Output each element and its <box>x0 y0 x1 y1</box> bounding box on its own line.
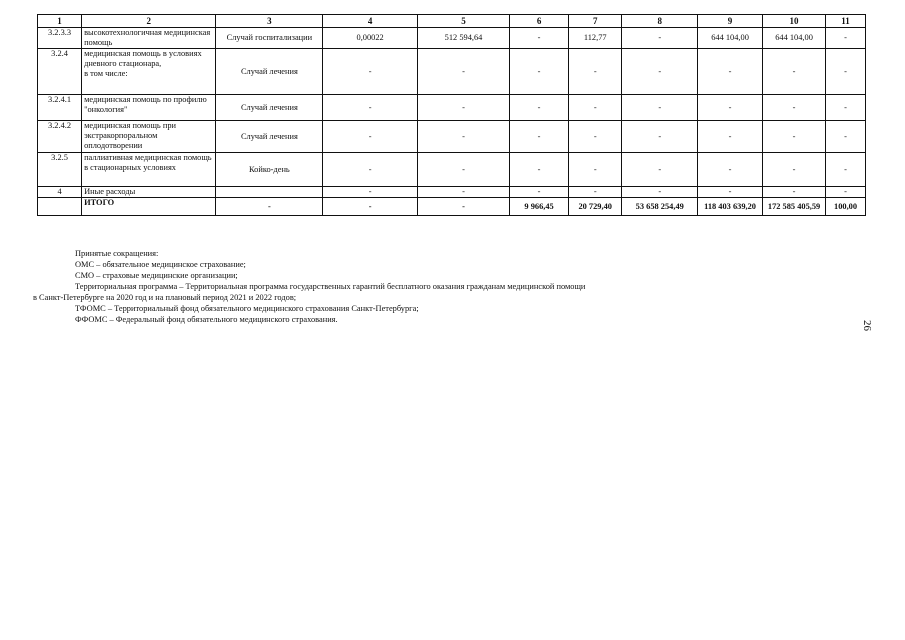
cell-c9: - <box>698 187 763 198</box>
header-row <box>38 15 866 28</box>
note-ffoms: ФФОМС – Федеральный фонд обязательного медицинского страхования. <box>75 315 338 324</box>
cell-c4: - <box>323 121 417 153</box>
cell-c7: - <box>568 121 622 153</box>
cell-c4: 0,00022 <box>323 28 417 49</box>
header-cell: 10 <box>763 15 826 28</box>
cell-c9: - <box>698 95 763 121</box>
note-smo: СМО – страховые медицинские организации; <box>75 271 238 280</box>
cell-c7: - <box>568 95 622 121</box>
notes-title: Принятые сокращения: <box>75 249 159 258</box>
cell-c10: - <box>763 187 826 198</box>
cell-c11: 100,00 <box>826 198 866 216</box>
table-row <box>38 187 866 198</box>
header-cell: 2 <box>82 15 216 28</box>
note-tfoms: ТФОМС – Территориальный фонд обязательного медицинского страхования Санкт-Петербурга; <box>75 304 419 313</box>
cell-unit <box>216 187 323 198</box>
note-territorial-program-cont: в Санкт-Петербурге на 2020 год и на плановый период 2021 и 2022 годов; <box>33 293 297 302</box>
cell-name: медицинская помощь по профилю "онкология" <box>82 95 216 121</box>
cell-c5: - <box>417 153 509 187</box>
cell-c8: - <box>622 153 698 187</box>
cell-c6: - <box>510 153 569 187</box>
cell-c9: 644 104,00 <box>698 28 763 49</box>
header-cell: 9 <box>698 15 763 28</box>
cell-c7: - <box>568 49 622 95</box>
cell-c10: - <box>763 153 826 187</box>
header-cell: 1 <box>38 15 82 28</box>
cell-c5: - <box>417 95 509 121</box>
cell-name: паллиативная медицинская помощь в стационарных условиях <box>82 153 216 187</box>
cell-c5: - <box>417 121 509 153</box>
cell-c5: - <box>417 198 509 216</box>
cell-code: 3.2.5 <box>38 153 82 187</box>
header-cell: 4 <box>323 15 417 28</box>
cell-c10: - <box>763 95 826 121</box>
cell-c4: - <box>323 95 417 121</box>
cell-c4: - <box>323 187 417 198</box>
cell-c11: - <box>826 153 866 187</box>
cell-c4: - <box>323 153 417 187</box>
table-row <box>38 153 866 187</box>
cell-c8: - <box>622 121 698 153</box>
cell-c11: - <box>826 121 866 153</box>
cell-c10: 644 104,00 <box>763 28 826 49</box>
cell-c6: - <box>510 49 569 95</box>
cell-c5: - <box>417 49 509 95</box>
header-cell: 5 <box>417 15 509 28</box>
total-row <box>38 198 866 216</box>
cell-c9: - <box>698 121 763 153</box>
note-oms: ОМС – обязательное медицинское страхование; <box>75 260 246 269</box>
cell-name: Иные расходы <box>82 187 216 198</box>
table-row <box>38 49 866 95</box>
header-cell: 6 <box>510 15 569 28</box>
cell-c11: - <box>826 28 866 49</box>
page-number: 26 <box>861 320 873 331</box>
cell-c8: - <box>622 95 698 121</box>
cell-unit: Случай лечения <box>216 49 323 95</box>
cell-c11: - <box>826 95 866 121</box>
cell-unit: Койко-день <box>216 153 323 187</box>
cell-c5: 512 594,64 <box>417 28 509 49</box>
cell-c8: 53 658 254,49 <box>622 198 698 216</box>
cell-c6: 9 966,45 <box>510 198 569 216</box>
table-row <box>38 28 866 49</box>
cell-code: 3.2.4.1 <box>38 95 82 121</box>
cell-c11: - <box>826 49 866 95</box>
cell-c7: - <box>568 153 622 187</box>
cell-c8: - <box>622 187 698 198</box>
cell-unit: Случай госпитализации <box>216 28 323 49</box>
cell-c8: - <box>622 28 698 49</box>
header-cell: 8 <box>622 15 698 28</box>
cell-c6: - <box>510 187 569 198</box>
cell-c6: - <box>510 28 569 49</box>
cell-code: 4 <box>38 187 82 198</box>
header-cell: 3 <box>216 15 323 28</box>
cell-c9: 118 403 639,20 <box>698 198 763 216</box>
note-territorial-program: Территориальная программа – Территориальная программа государственных гарантий бесплатного оказания гражданам медицинской помощи <box>75 282 586 291</box>
cell-c7: 20 729,40 <box>568 198 622 216</box>
cell-unit: - <box>216 198 323 216</box>
cell-c10: - <box>763 121 826 153</box>
cell-c4: - <box>323 198 417 216</box>
cell-name: высокотехнологичная медицинская помощь <box>82 28 216 49</box>
cell-c5: - <box>417 187 509 198</box>
cell-c7: 112,77 <box>568 28 622 49</box>
cell-c9: - <box>698 153 763 187</box>
table-row <box>38 121 866 153</box>
header-cell: 11 <box>826 15 866 28</box>
cell-code: 3.2.4 <box>38 49 82 95</box>
cell-c10: - <box>763 49 826 95</box>
cell-c7: - <box>568 187 622 198</box>
cell-code <box>38 198 82 216</box>
cell-unit: Случай лечения <box>216 95 323 121</box>
cell-name: медицинская помощь при экстракорпоральном оплодотворении <box>82 121 216 153</box>
expense-table <box>37 14 866 216</box>
header-cell: 7 <box>568 15 622 28</box>
cell-name: медицинская помощь в условиях дневного стационара, в том числе: <box>82 49 216 95</box>
cell-name: ИТОГО <box>82 198 216 216</box>
cell-c10: 172 585 405,59 <box>763 198 826 216</box>
table-row <box>38 95 866 121</box>
cell-c6: - <box>510 95 569 121</box>
cell-c9: - <box>698 49 763 95</box>
cell-unit: Случай лечения <box>216 121 323 153</box>
cell-c6: - <box>510 121 569 153</box>
cell-c8: - <box>622 49 698 95</box>
cell-code: 3.2.4.2 <box>38 121 82 153</box>
cell-c4: - <box>323 49 417 95</box>
cell-c11: - <box>826 187 866 198</box>
abbreviations-notes <box>33 248 697 325</box>
cell-code: 3.2.3.3 <box>38 28 82 49</box>
